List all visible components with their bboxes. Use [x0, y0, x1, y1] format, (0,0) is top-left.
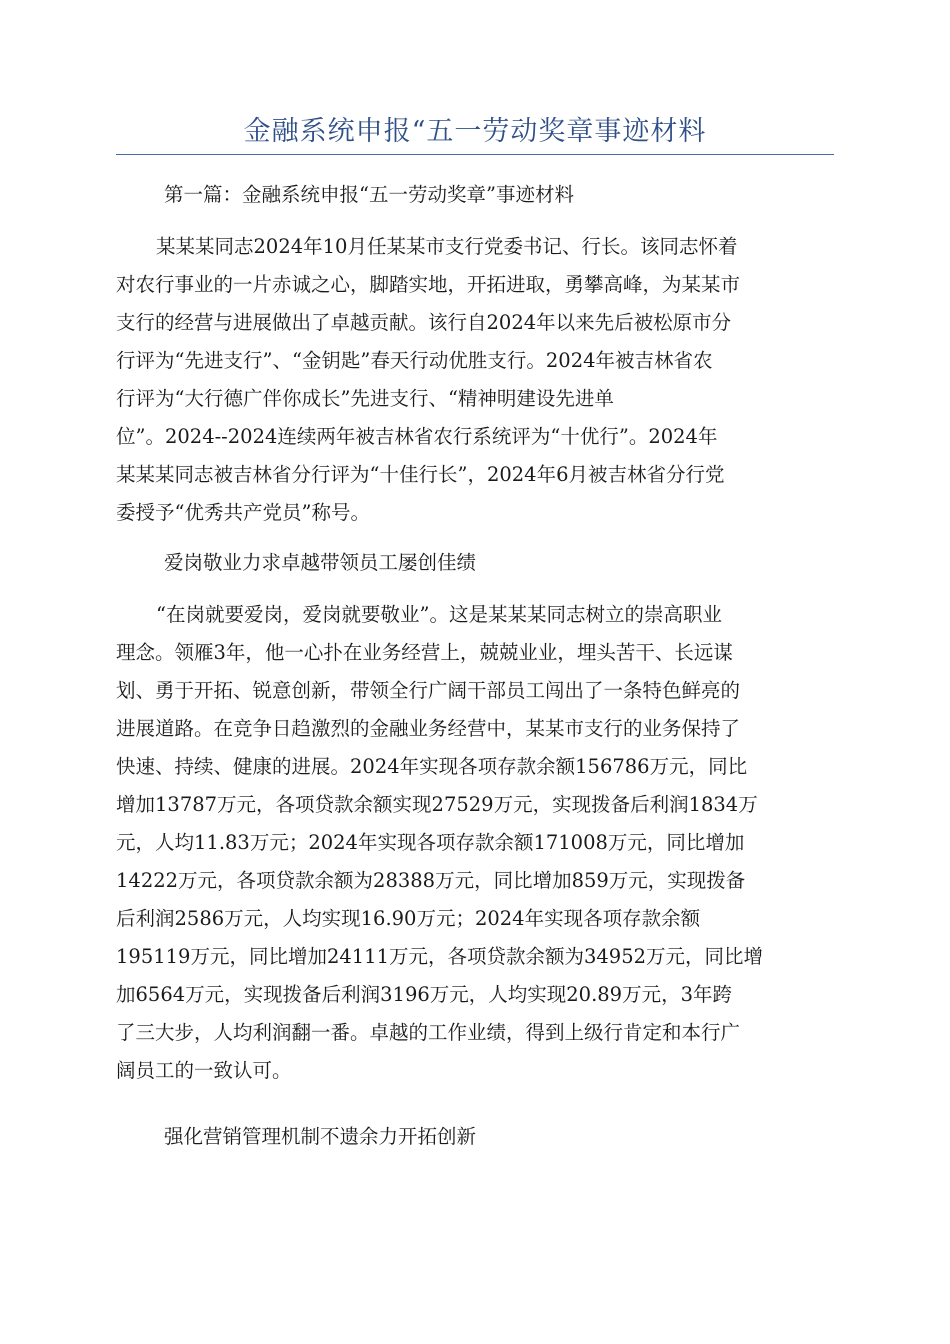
- section-heading-marketing: 强化营销管理机制不遗余力开拓创新: [164, 1125, 477, 1148]
- paragraph-intro: 某某某同志2024年10月任某某市支行党委书记、行长。该同志怀着 对农行事业的一片赤诚之心，脚踏实地，开拓进取，勇攀高峰，为某某市 支行的经营与进展做出了卓越贡献。该行自2024年以来先后被松原市分 行评为“先进支行”、“金钥匙”春天行动优胜支行。2024年被吉林省农 行评为“大行德广伴你成长”先进支行、“精神明建设先进单 位”。2024--2024连续两年被吉林省农行系统评为“十优行”。2024年 某某某同志被吉林省分行评为“十佳行长”，2024年6月被吉林省分行党 委授予“优秀共产党员”称号。: [116, 235, 741, 524]
- paragraph-achievements: “在岗就要爱岗，爱岗就要敬业”。这是某某某同志树立的崇高职业 理念。领雁3年，他一心扑在业务经营上，兢兢业业，埋头苦干、长远谋 划、勇于开拓、锐意创新，带领全行广阔干部员工闯出了一条特色鲜亮的 进展道路。在竞争日趋激烈的金融业务经营中，某某市支行的业务保持了 快速、持续、健康的进展。2024年实现各项存款余额156786万元，同比 增加13787万元，各项贷款余额实现27529万元，实现拨备后利润1834万 元，人均11.83万元；2024年实现各项存款余额171008万元，同比增加 14222万元，各项贷款余额为28388万元，同比增加859万元，实现拨备 后利润2586万元，人均实现16.90万元；2024年实现各项存款余额 195119万元，同比增加24111万元，各项贷款余额为34952万元，同比增 加6564万元，实现拨备后利润3196万元，人均实现20.89万元，3年跨 了三大步，人均利润翻一番。卓越的工作业绩，得到上级行肯定和本行广 阔员工的一致认可。: [116, 603, 764, 1082]
- title-underline: [116, 154, 834, 155]
- section-subtitle: 第一篇：金融系统申报“五一劳动奖章”事迹材料: [164, 183, 574, 206]
- document-title: 金融系统申报“五一劳动奖章事迹材料: [243, 116, 707, 147]
- section-heading-dedication: 爱岗敬业力求卓越带领员工屡创佳绩: [164, 551, 477, 574]
